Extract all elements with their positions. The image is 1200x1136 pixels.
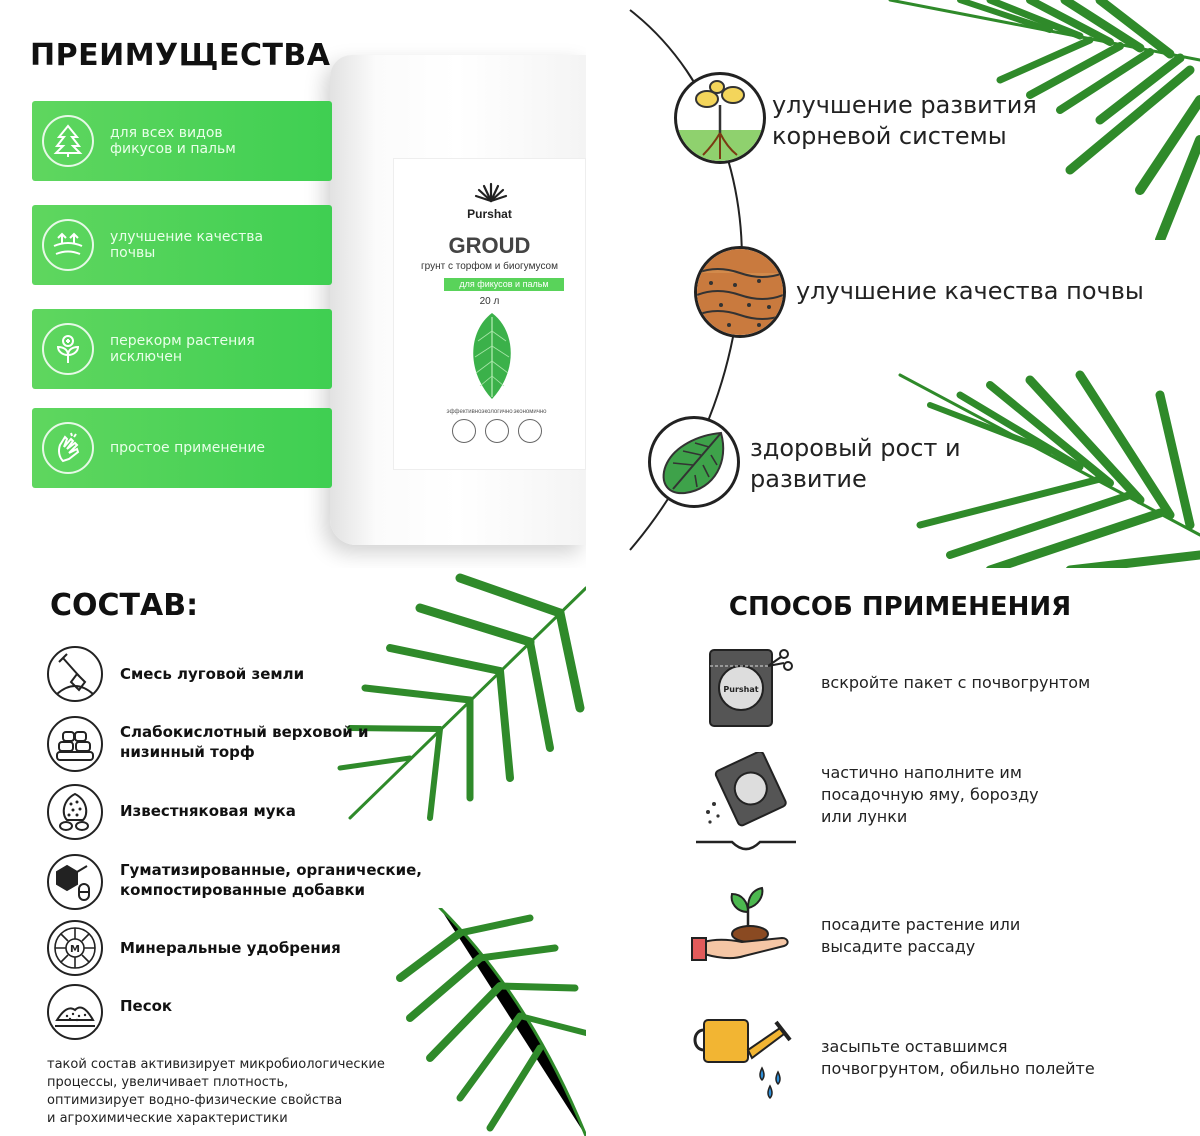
composition-label: Минеральные удобрения [120,939,341,957]
palm-leaf-top-icon [330,568,586,828]
badge-economy: экономично [507,409,553,443]
composition-label: Гуматизированные, органические, компостированные добавки [120,861,422,899]
svg-text:M: M [70,944,80,955]
advantages-panel [0,0,586,568]
pour-bag-icon [688,752,798,842]
advantage-item [32,309,332,389]
usage-title: СПОСОБ ПРИМЕНЕНИЯ [728,592,1072,622]
soil-icon [42,219,94,271]
advantage-item [32,101,332,181]
root-sprout-icon [674,72,766,164]
minerals-icon [47,920,103,976]
soil-layers-icon [694,246,786,338]
composition-label: Слабокислотный верховой и низинный торф [120,723,369,761]
svg-text:Purshat: Purshat [723,685,759,694]
advantage-label: перекорм растения исключен [110,333,255,365]
usage-step-label: вскройте пакет с почвогрунтом [821,673,1091,692]
usage-step-label: засыпьте оставшимся почвогрунтом, обильно полейте [821,1037,1095,1078]
hand-icon [42,422,94,474]
benefit-label: улучшение качества почвы [796,277,1144,305]
package-label [393,158,586,470]
advantage-item [32,205,332,285]
benefit-label: улучшение развития корневой системы [772,91,1037,150]
ficus-leaf-icon [466,311,518,401]
package-brand: Purshat [467,207,512,221]
scissors-bag-icon [688,644,798,734]
advantage-label: для всех видов фикусов и пальм [110,125,236,157]
package-product: GROUD [448,233,531,258]
usage-step-label: частично наполните им посадочную яму, борозду или лунки [821,763,1039,826]
composition-label: Смесь луговой земли [120,665,305,683]
advantages-title: ПРЕИМУЩЕСТВА [30,38,331,73]
badge-effective: эффективно [441,409,487,443]
usage-panel [600,568,1200,1136]
monstera-leaf-icon [648,416,740,508]
composition-title: СОСТАВ: [50,588,199,623]
composition-label: Известняковая мука [120,802,296,820]
advantage-item [32,408,332,488]
benefit-label: здоровый рост и развитие [750,434,961,493]
package-subtitle: грунт с торфом и биогумусом [421,261,558,272]
sand-icon [47,984,103,1040]
badge-eco: экологично [474,409,520,443]
sprout-shield-icon [42,323,94,375]
composition-label: Песок [120,997,173,1015]
molecule-icon [47,854,103,910]
peat-bricks-icon [47,716,103,772]
advantage-label: улучшение качества почвы [110,229,264,261]
package-tag: для фикусов и пальм [444,278,564,291]
limestone-icon [47,784,103,840]
advantage-label: простое применение [110,440,266,456]
package-volume: 20 л [479,296,500,307]
composition-panel [0,568,586,1136]
hand-sprout-icon [688,880,798,970]
sun-logo-icon [474,181,508,203]
tree-icon [42,115,94,167]
benefits-panel [600,0,1200,568]
shovel-icon [47,646,103,702]
usage-step-label: посадите растение или высадите рассаду [821,915,1021,956]
composition-note: такой состав активизирует микробиологические процессы, увеличивает плотность, оптимизирует водно-физические свойства и агрохимические характеристики [47,1057,385,1126]
watering-can-icon [688,1006,798,1096]
